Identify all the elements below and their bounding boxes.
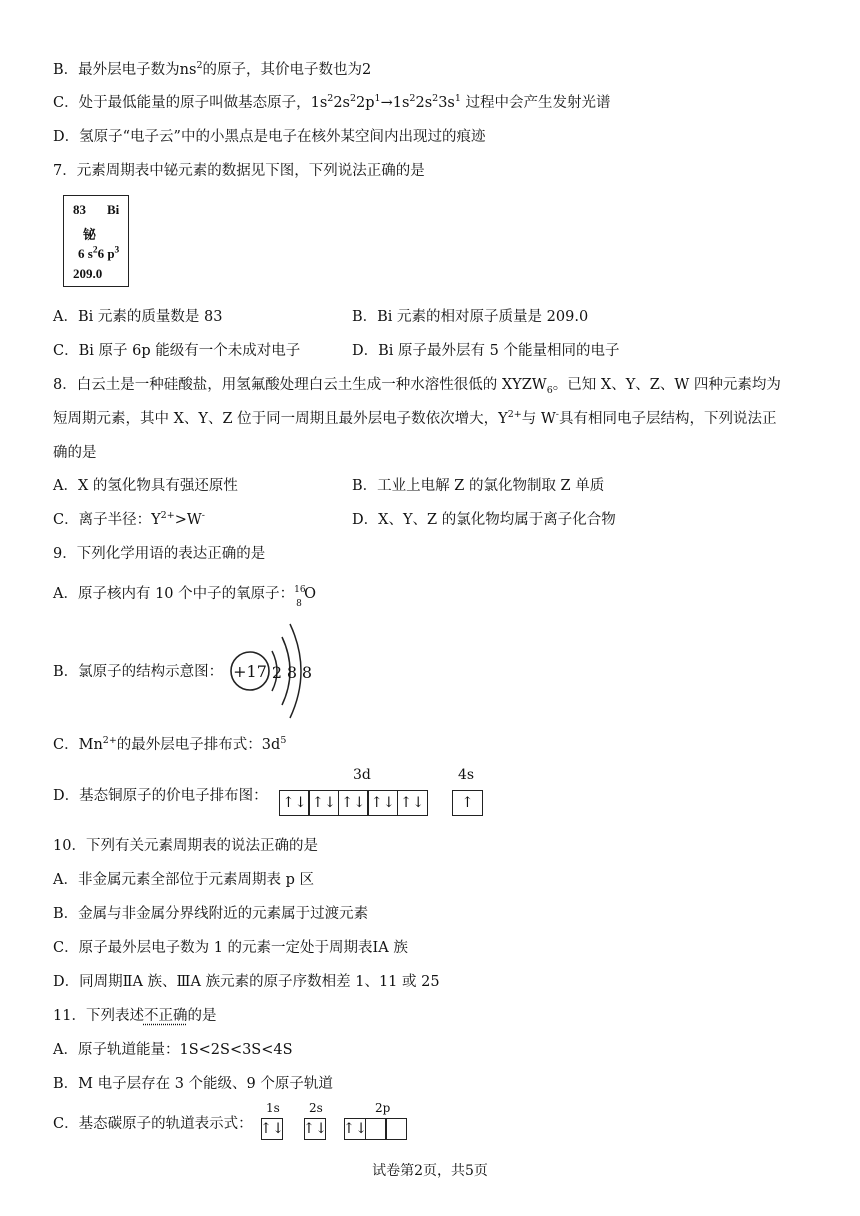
q8-stem-line1: 8．白云土是一种硅酸盐，用氢氟酸处理白云土生成一种水溶性很低的 $XYZW_6$。已知 X、Y、Z、W 四种元素均为: [53, 377, 781, 396]
q10-stem: 10．下列有关元素周期表的说法正确的是: [53, 838, 318, 854]
q11-option-a: A．原子轨道能量：1S<2S<3S<4S: [53, 1042, 293, 1058]
orbital-box: ↑: [452, 790, 483, 816]
orbital-box: ↑↓: [279, 790, 310, 816]
shell-3-count: 8: [301, 663, 313, 682]
bismuth-element-card: [63, 195, 129, 287]
q10-option-b: B．金属与非金属分界线附近的元素属于过渡元素: [53, 906, 369, 922]
nucleus-label: +17: [233, 662, 267, 681]
q8-option-d: D．X、Y、Z 的氯化物均属于离子化合物: [352, 512, 616, 528]
chlorine-structure-diagram: [226, 620, 326, 720]
q7-option-b: B．Bi 元素的相对原子质量是 209.0: [352, 309, 589, 325]
orbital-box: ↑↓: [304, 1118, 326, 1140]
q8-option-b: B．工业上电解 Z 的氯化物制取 Z 单质: [352, 478, 605, 494]
q9-option-c: C．$Mn^{2+}$的最外层电子排布式：$3d^5$: [53, 735, 287, 753]
q8-stem-line3: 确的是: [53, 445, 97, 461]
q7-option-d: D．Bi 原子最外层有 5 个能量相同的电子: [352, 343, 620, 359]
q8-option-a: A．X 的氢化物具有强还原性: [53, 478, 238, 494]
shell-2-count: 8: [286, 663, 298, 682]
orbital-diagram-2p: [344, 1118, 406, 1140]
q6-option-b: B．最外层电子数为$ns^2$的原子，其价电子数也为2: [53, 60, 372, 78]
q10-option-d: D．同周期ⅡA 族、ⅢA 族元素的原子序数相差 1、11 或 25: [53, 974, 440, 990]
orbital-label-3d: 3d: [353, 767, 371, 783]
q9-option-b: B．氯原子的结构示意图：: [53, 664, 224, 680]
q8-stem-line2: 短周期元素，其中 X、Y、Z 位于同一周期且最外层电子数依次增大，$Y^{2+}$与 W-具有相同电子层结构，下列说法正: [53, 409, 777, 427]
orbital-label-1s: 1s: [266, 1101, 280, 1115]
orbital-label-4s: 4s: [458, 767, 475, 783]
orbital-box: ↑↓: [308, 790, 339, 816]
orbital-diagram-4s: [452, 790, 481, 816]
orbital-box: [385, 1118, 407, 1140]
isotope-atomic-number: 8: [296, 599, 302, 609]
isotope-mass-number: 16: [294, 585, 306, 595]
orbital-box: ↑↓: [338, 790, 369, 816]
element-symbol: Bi: [107, 202, 120, 217]
q6-option-c: C．处于最低能量的原子叫做基态原子，$1s^22s^22p^1\to 1s^22s^23s^1$ 过程中会产生发射光谱: [53, 93, 611, 111]
atomic-mass: 209.0: [73, 266, 103, 281]
emphasis-not-correct: 不正确: [143, 1008, 188, 1024]
q10-option-a: A．非金属元素全部位于元素周期表 p 区: [53, 872, 314, 888]
q8-option-c: C．离子半径：$Y^{2+}>W^-$: [53, 510, 205, 528]
q11-option-c: C．基态碳原子的轨道表示式：: [53, 1116, 253, 1132]
shell-1-count: 2: [271, 663, 283, 682]
orbital-box: ↑↓: [367, 790, 398, 816]
orbital-box: ↑↓: [261, 1118, 283, 1140]
atomic-number: 83: [73, 202, 86, 217]
orbital-diagram-3d: [279, 790, 426, 816]
q9-option-a: A．原子核内有 10 个中子的氧原子： 16 8 O: [53, 584, 316, 604]
orbital-diagram-2s: [302, 1118, 328, 1140]
q11-stem: 11．下列表述不正确的是: [53, 1008, 217, 1024]
q10-option-c: C．原子最外层电子数为 1 的元素一定处于周期表ⅠA 族: [53, 940, 408, 956]
q9-stem: 9．下列化学用语的表达正确的是: [53, 546, 266, 562]
q9-option-d: D．基态铜原子的价电子排布图：: [53, 788, 268, 804]
orbital-box: ↑↓: [397, 790, 428, 816]
q6-option-d: D．氢原子“电子云”中的小黑点是电子在核外某空间内出现过的痕迹: [53, 129, 486, 145]
orbital-box: [365, 1118, 387, 1140]
q7-stem: 7．元素周期表中铋元素的数据见下图，下列说法正确的是: [53, 163, 425, 179]
orbital-label-2p: 2p: [375, 1101, 391, 1115]
orbital-box: ↑↓: [344, 1118, 366, 1140]
element-name: 铋: [83, 227, 97, 242]
q7-option-c: C．Bi 原子 6p 能级有一个未成对电子: [53, 343, 301, 359]
orbital-diagram-1s: [259, 1118, 285, 1140]
electron-config: 6 $s^26$ $p^3$: [78, 245, 120, 261]
q7-option-a: A．Bi 元素的质量数是 83: [53, 309, 223, 325]
q11-option-b: B．M 电子层存在 3 个能级、9 个原子轨道: [53, 1076, 333, 1092]
page-footer: 试卷第2页，共5页: [372, 1163, 488, 1179]
orbital-label-2s: 2s: [309, 1101, 323, 1115]
